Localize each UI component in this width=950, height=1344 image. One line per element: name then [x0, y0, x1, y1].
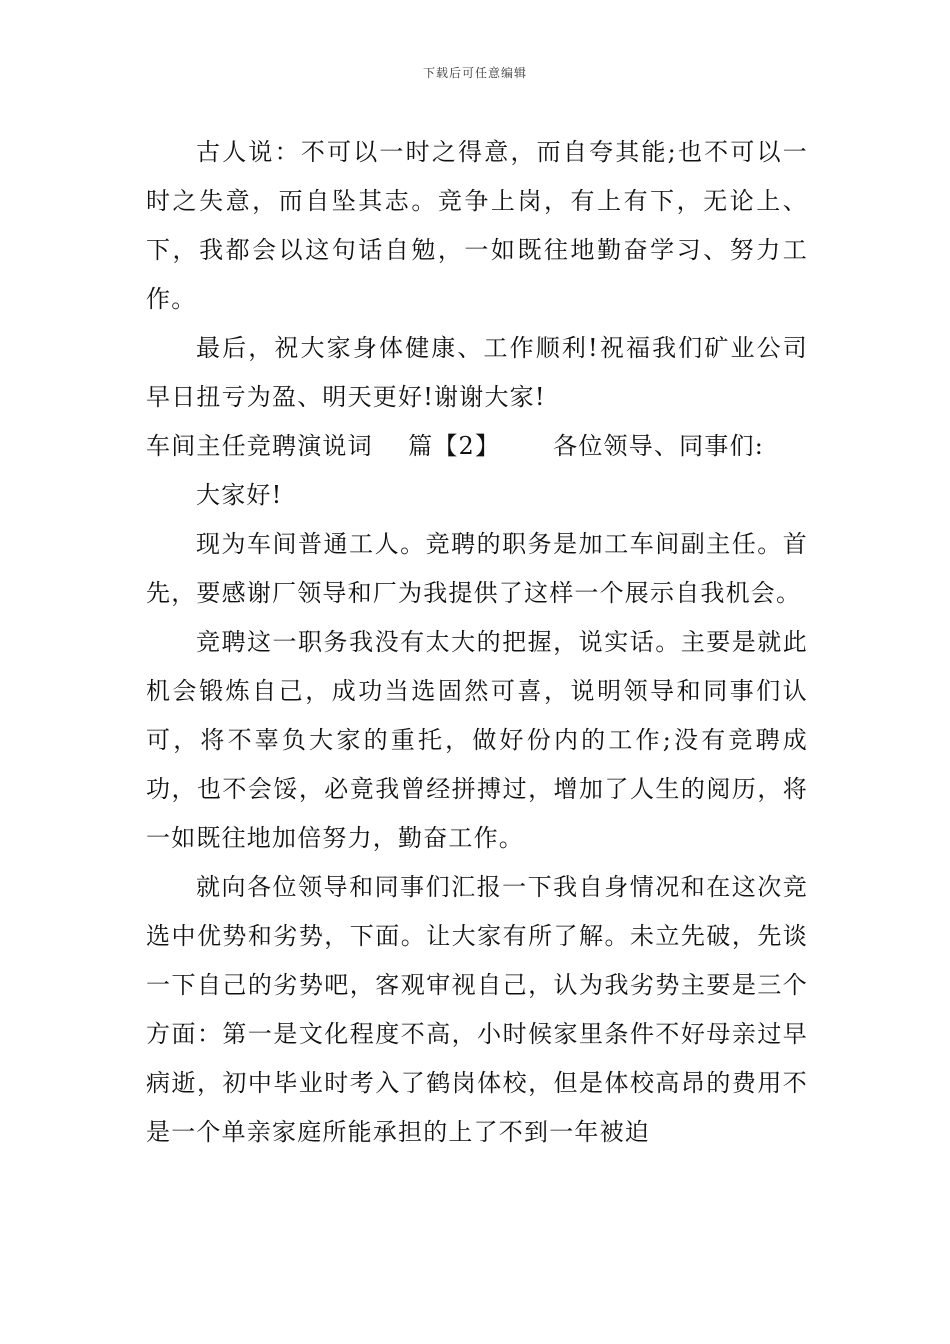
paragraph-4: 现为车间普通工人。竞聘的职务是加工车间副主任。首先，要感谢厂领导和厂为我提供了这样一个展示自我机会。 [146, 530, 808, 607]
paragraph-5: 竞聘这一职务我没有太大的把握，说实话。主要是就此机会锻炼自己，成功当选固然可喜，说明领导和同事们认可，将不辜负大家的重托，做好份内的工作;没有竞聘成功，也不会馁，必竟我曾经拼搏过，增加了人生的阅历，将一如既往地加倍努力，勤奋工作。 [146, 628, 808, 852]
paragraph-2: 最后，祝大家身体健康、工作顺利!祝福我们矿业公司早日扭亏为盈、明天更好!谢谢大家! [146, 334, 808, 411]
page-header-note: 下载后可任意编辑 [422, 66, 527, 80]
section-heading: 车间主任竞聘演说词 篇【2】 各位领导、同事们: [146, 432, 765, 460]
paragraph-6: 就向各位领导和同事们汇报一下我自身情况和在这次竞选中优势和劣势，下面。让大家有所了解。未立先破，先谈一下自己的劣势吧，客观审视自己，认为我劣势主要是三个方面：第一是文化程度不高，小时候家里条件不好母亲过早病逝，初中毕业时考入了鹤岗体校，但是体校高昂的费用不是一个单亲家庭所能承担的上了不到一年被迫 [146, 873, 808, 1146]
paragraph-1: 古人说：不可以一时之得意，而自夸其能;也不可以一时之失意，而自坠其志。竞争上岗，有上有下，无论上、下，我都会以这句话自勉，一如既往地勤奋学习、努力工作。 [146, 138, 808, 313]
paragraph-greeting: 大家好! [196, 481, 283, 509]
document-body [146, 128, 808, 1157]
